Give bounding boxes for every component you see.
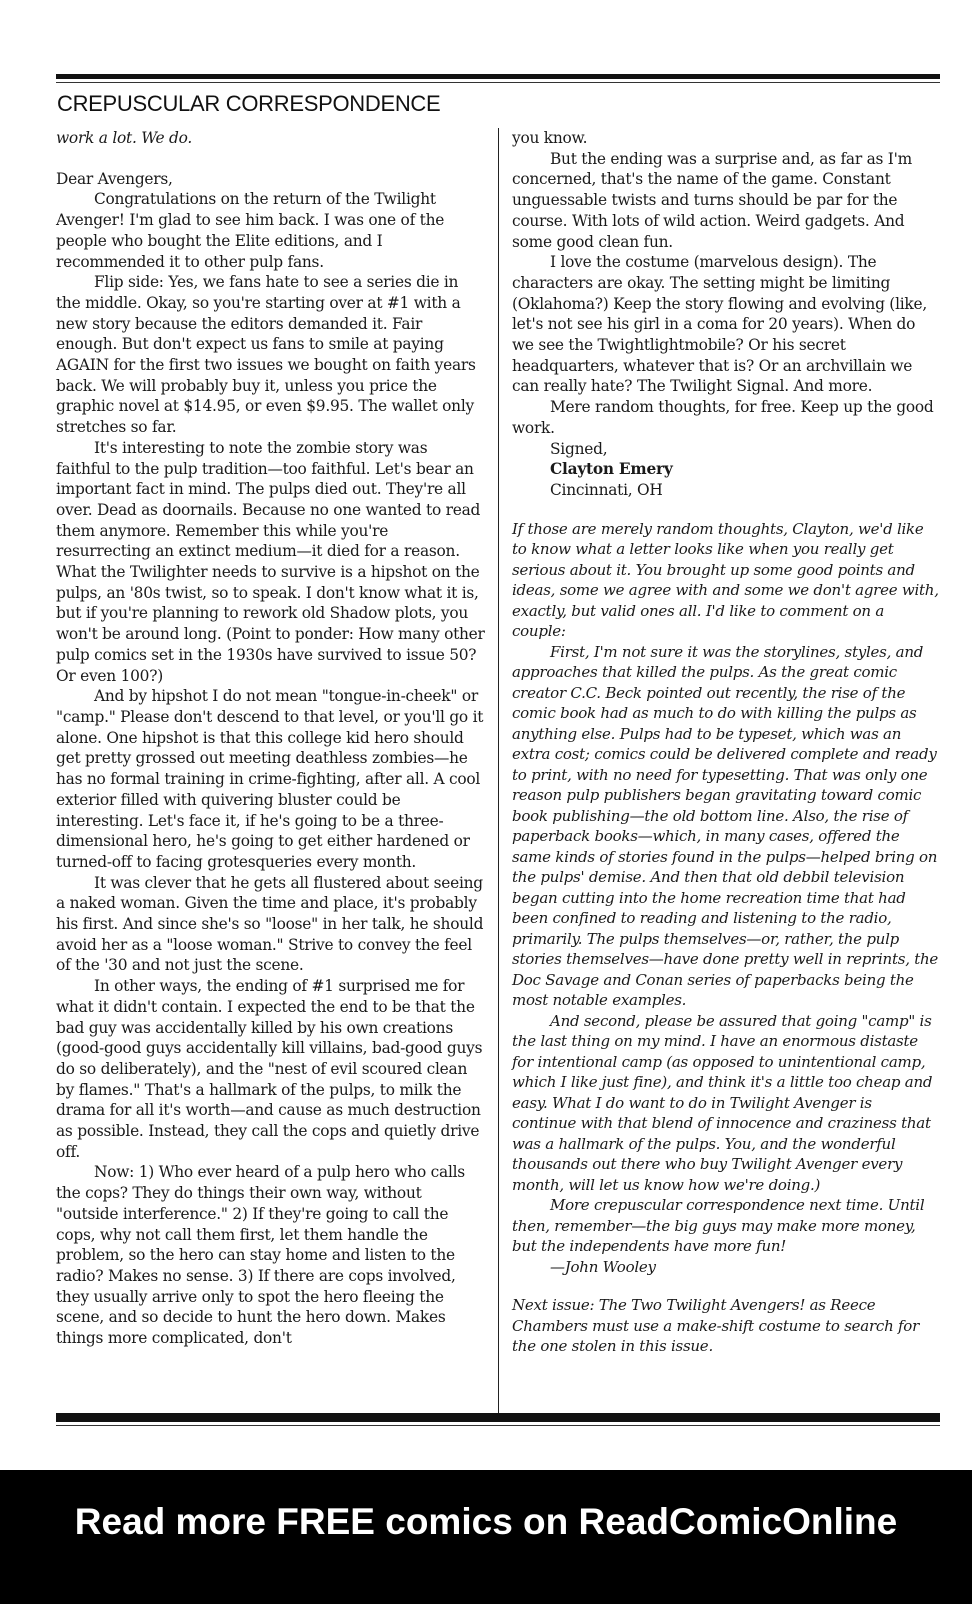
letter-intro: work a lot. We do. xyxy=(56,129,193,147)
reply-opening: If those are merely random thoughts, Clayton, we'd like to know what a letter looks like when you really get serious about it. You brought up some good points and ideas, some we agree with and some we don't agree with, exactly, but valid ones all. I'd like to comment on a couple: xyxy=(512,519,939,641)
letter-paragraph: It's interesting to note the zombie story was faithful to the pulp tradition—too faithful. Let's bear an important fact in mind. The pulps died out. They're all over. Dead as doornails. Because no one wanted to read them anymore. Remember this while you're resurrecting an extinct medium—it died for a reason. What the Twilighter needs to survive is a hipshot on the pulps, an '80s twist, so to speak. I don't know what it is, but if you're planning to rework old Shadow plots, you won't be around long. (Point to ponder: How many other pulp comics set in the 1930s have survived to issue 50? Or even 100?) xyxy=(56,438,485,685)
letter-paragraph: But the ending was a surprise and, as far as I'm concerned, that's the name of the game. Constant unguessable twists and turns should be par for the course. With lots of wild action. Weird gadgets. And some good clean fun. xyxy=(512,149,912,251)
reply-signature: —John Wooley xyxy=(550,1257,656,1276)
letter-author: Clayton Emery xyxy=(550,460,673,479)
bottom-rule-thin xyxy=(56,1425,940,1426)
letter-location: Cincinnati, OH xyxy=(550,480,663,499)
letter-paragraph: I love the costume (marvelous design). The characters are okay. The setting might be limiting (Oklahoma?) Keep the story flowing and evolving (like, let's not see his girl in a coma for 20 years). When do we see the Twightlightmobile? Or his secret headquarters, whatever that is? Or an archvillain we can really hate? The Twilight Signal. And more. xyxy=(512,253,927,396)
letter-paragraph: Congratulations on the return of the Twilight Avenger! I'm glad to see him back. I was one of the people who bought the Elite editions, and I recommended it to other pulp fans. xyxy=(56,190,445,271)
column-divider xyxy=(498,128,499,1414)
salutation: Dear Avengers, xyxy=(56,169,173,188)
letter-paragraph: Flip side: Yes, we fans hate to see a series die in the middle. Okay, so you're starting over at #1 with a new story because the editors demanded it. Fair enough. But don't expect us fans to smile at paying AGAIN for the first two issues we bought on faith years back. We will probably buy it, unless you price the graphic novel at $14.95, or even $9.95. The wallet only stretches so far. xyxy=(56,273,476,437)
letter-paragraph: In other ways, the ending of #1 surprised me for what it didn't contain. I expected the end to be that the bad guy was accidentally killed by his own creations (good-good guys accidentally kill villains, bad-good guys do so deliberately), and the "nest of evil scoured clean by flames." That's a hallmark of the pulps, to milk the drama for all it's worth—and cause as much destruction as possible. Instead, they call the cops and quietly drive off. xyxy=(56,977,483,1161)
letter-paragraph: Now: 1) Who ever heard of a pulp hero who calls the cops? They do things their own way, without "outside interference." 2) If they're going to call the cops, why not call them first, let them handle the problem, so the hero can stay home and listen to the radio? Makes no sense. 3) If there are cops involved, they usually arrive only to spot the hero fleeing the scene, and so decide to hunt the hero down. Makes things more complicated, don't xyxy=(56,1163,465,1348)
reply-paragraph: And second, please be assured that going "camp" is the last thing on my mind. I have an enormous distaste for intentional camp (as opposed to unintentional camp, which I like just fine), and think it's a little too cheap and easy. What I do want to do in Twilight Avenger is continue with that blend of innocence and craziness that was a hallmark of the pulps. You, and the wonderful thousands out there who buy Twilight Avenger every month, will let us know how we're doing.) xyxy=(512,1011,933,1194)
top-rule-thin xyxy=(56,82,940,83)
letter-paragraph: It was clever that he gets all flustered about seeing a naked woman. Given the time and place, it's probably his first. And since she's so "loose" in her talk, he should avoid her as a "loose woman." Strive to convey the feel of the '30 and not just the scene. xyxy=(56,873,484,975)
right-column xyxy=(512,128,940,1357)
letter-paragraph: Mere random thoughts, for free. Keep up the good work. xyxy=(512,398,934,437)
promo-banner-text[interactable]: Read more FREE comics on ReadComicOnline xyxy=(74,1501,898,1542)
letter-continuation: you know. xyxy=(512,129,588,147)
editor-reply xyxy=(512,519,940,1357)
left-column xyxy=(56,128,486,1349)
next-issue-note: Next issue: The Two Twilight Avengers! as Reece Chambers must use a make-shift costume to search for the one stolen in this issue. xyxy=(512,1296,919,1356)
bottom-rule xyxy=(56,1413,940,1422)
page-title: CREPUSCULAR CORRESPONDENCE xyxy=(57,91,441,116)
reply-paragraph: More crepuscular correspondence next time. Until then, remember—the big guys may make more money, but the independents have more fun! xyxy=(512,1196,925,1256)
top-rule xyxy=(56,74,940,79)
letter-paragraph: And by hipshot I do not mean "tongue-in-cheek" or "camp." Please don't descend to that level, or you'll go it alone. One hipshot is that this college kid hero should get pretty grossed out meeting deathless zombies—he has no formal training in crime-fighting, after all. A cool exterior filled with quivering bluster could be interesting. Let's face it, if he's going to be a three-dimensional hero, he's going to get either hardened or turned-off to facing grotesqueries every month. xyxy=(56,687,484,871)
reply-paragraph: First, I'm not sure it was the storylines, styles, and approaches that killed the pulps. As the great comic creator C.C. Beck pointed out recently, the rise of the comic book had as much to do with killing the pulps as anything else. Pulps had to be typeset, which was an extra cost; comics could be delivered complete and ready to print, with no need for typesetting. That was only one reason pulp publishers began gravitating toward comic book publishing—the old bottom line. Also, the rise of paperback books—which, in many cases, offered the same kinds of stories found in the pulps—helped bring on the pulps' demise. And then that old debbil television began cutting into the home recreation time that had been confined to reading and listening to the radio, primarily. The pulps themselves—or, rather, the pulp stories themselves—have done pretty well in reprints, the Doc Savage and Conan series of paperbacks being the most notable examples. xyxy=(512,642,939,1010)
letter-signoff: Signed, xyxy=(550,439,608,458)
